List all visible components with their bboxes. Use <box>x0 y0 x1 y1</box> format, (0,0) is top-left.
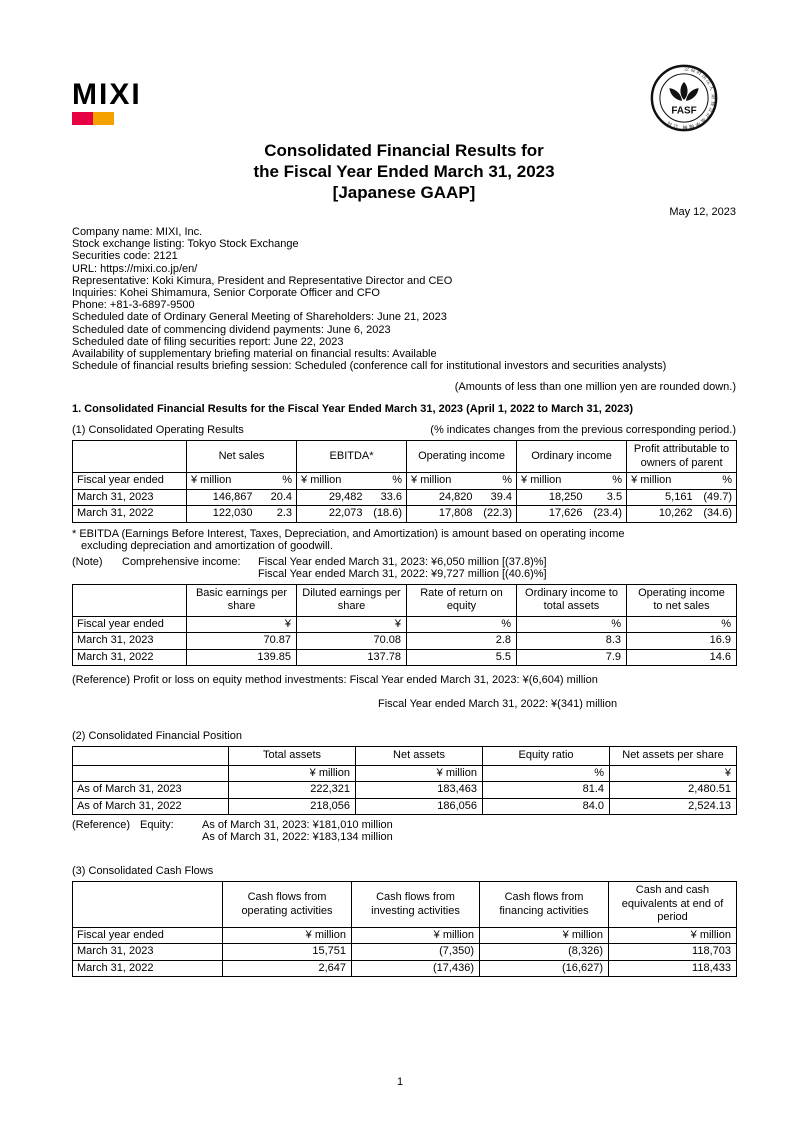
operating-results-note: (% indicates changes from the previous corresponding period.) <box>430 424 736 437</box>
company-info-line: URL: https://mixi.co.jp/en/ <box>72 262 198 275</box>
row-header: Fiscal year ended <box>73 473 187 490</box>
value-cell: 5.5 <box>407 649 517 666</box>
unit-label: ¥ million <box>609 927 737 944</box>
value-cell: (16,627) <box>480 960 609 977</box>
value-cell: 2.8 <box>407 633 517 650</box>
value-cell: 2,480.51 <box>610 782 737 799</box>
value-cell: 70.87 <box>187 633 297 650</box>
seal-fasf-label: FASF <box>671 105 697 117</box>
row-label: March 31, 2022 <box>73 506 187 523</box>
value-cell: 22,073 <box>297 506 365 523</box>
table-row <box>73 489 737 506</box>
row-label: March 31, 2023 <box>73 489 187 506</box>
equity-method-reference <box>72 674 736 710</box>
unit-label: % <box>255 473 297 490</box>
rounding-note: (Amounts of less than one million yen are rounded down.) <box>454 381 736 394</box>
company-info <box>72 226 736 372</box>
value-cell: 8.3 <box>517 633 627 650</box>
title-line-1: Consolidated Financial Results for <box>264 141 544 160</box>
table-header-row <box>73 747 737 766</box>
value-cell: 81.4 <box>483 782 610 799</box>
note-label: (Note) <box>72 555 103 568</box>
operating-results-table <box>72 440 737 523</box>
percent-cell: (23.4) <box>585 506 627 523</box>
value-cell: 17,626 <box>517 506 585 523</box>
value-cell: 29,482 <box>297 489 365 506</box>
table-unit-row <box>73 927 737 944</box>
percent-cell: (34.6) <box>695 506 737 523</box>
ebitda-footnote-line-1: * EBITDA (Earnings Before Interest, Taxes, Depreciation, and Amortization) is amount based on operating income <box>72 527 625 540</box>
table-row <box>73 960 737 977</box>
unit-label: ¥ million <box>297 473 365 490</box>
subsection-1-label: (1) Consolidated Operating Results <box>72 424 244 437</box>
empty-cell <box>73 765 229 782</box>
unit-label: ¥ million <box>223 927 352 944</box>
value-cell: 14.6 <box>627 649 737 666</box>
column-header: Net sales <box>187 441 297 473</box>
value-cell: 222,321 <box>229 782 356 799</box>
column-header: Basic earnings per share <box>187 584 297 616</box>
value-cell: (7,350) <box>352 944 480 961</box>
column-header: Total assets <box>229 747 356 766</box>
fasf-seal-icon <box>650 64 718 132</box>
company-info-line: Securities code: 2121 <box>72 250 178 263</box>
value-cell: 15,751 <box>223 944 352 961</box>
unit-label: % <box>517 616 627 633</box>
value-cell: 70.08 <box>297 633 407 650</box>
section-1-heading: 1. Consolidated Financial Results for the Fiscal Year Ended March 31, 2023 (April 1, 2022 to March 31, 2023) <box>72 403 634 416</box>
unit-label: ¥ <box>187 616 297 633</box>
seal-leaf-glyph <box>669 82 698 101</box>
empty-corner-cell <box>73 747 229 766</box>
value-cell: 186,056 <box>356 798 483 815</box>
table-header-row <box>73 882 737 928</box>
financial-position-table <box>72 746 737 815</box>
title-line-3: [Japanese GAAP] <box>332 183 476 202</box>
equity-reference <box>72 819 736 843</box>
table-row <box>73 506 737 523</box>
company-info-line: Representative: Koki Kimura, President and Representative Director and CEO <box>72 274 453 287</box>
value-cell: 16.9 <box>627 633 737 650</box>
note-title: Comprehensive income: <box>122 555 241 568</box>
table-row <box>73 649 737 666</box>
row-label: March 31, 2023 <box>73 944 223 961</box>
column-header: Ordinary income <box>517 441 627 473</box>
unit-label: % <box>475 473 517 490</box>
table-row <box>73 798 737 815</box>
table-unit-row <box>73 765 737 782</box>
row-label: March 31, 2022 <box>73 960 223 977</box>
column-header: Cash and cash equivalents at end of period <box>609 882 737 928</box>
seal-ring-text: 公益財団法人 財務会計基準機構 会員 <box>665 65 716 130</box>
page-number: 1 <box>396 1076 404 1088</box>
equity-method-line-1: (Reference) Profit or loss on equity method investments: Fiscal Year ended March 31, 2023: ¥(6,604) million <box>72 674 598 687</box>
column-header: Cash flows from investing activities <box>352 882 480 928</box>
unit-label: ¥ million <box>407 473 475 490</box>
subsection-3-label: (3) Consolidated Cash Flows <box>72 865 214 878</box>
mixi-wordmark: MIXI <box>72 78 142 111</box>
subsection-2-label: (2) Consolidated Financial Position <box>72 730 242 743</box>
percent-cell: (49.7) <box>695 489 737 506</box>
company-info-line: Phone: +81-3-6897-9500 <box>72 299 195 312</box>
percent-cell: (18.6) <box>365 506 407 523</box>
column-header: Cash flows from operating activities <box>223 882 352 928</box>
unit-label: % <box>365 473 407 490</box>
value-cell: 10,262 <box>627 506 695 523</box>
logo-pink-square <box>72 112 93 125</box>
column-header: Operating income to net sales <box>627 584 737 616</box>
unit-label: % <box>585 473 627 490</box>
row-header: Fiscal year ended <box>73 616 187 633</box>
table-row <box>73 944 737 961</box>
value-cell: 18,250 <box>517 489 585 506</box>
percent-cell: 20.4 <box>255 489 297 506</box>
equity-reference-line-2: As of March 31, 2022: ¥183,134 million <box>202 831 393 844</box>
value-cell: 5,161 <box>627 489 695 506</box>
comprehensive-income-line-1 <box>72 556 736 568</box>
value-cell: (8,326) <box>480 944 609 961</box>
company-info-line: Company name: MIXI, Inc. <box>72 226 203 238</box>
release-date: May 12, 2023 <box>669 206 736 218</box>
note-value: Fiscal Year ended March 31, 2023: ¥6,050 million [(37.8)%] <box>258 555 547 568</box>
comprehensive-income-note <box>72 556 736 580</box>
empty-corner-cell <box>73 441 187 473</box>
company-info-line: Stock exchange listing: Tokyo Stock Exchange <box>72 238 299 251</box>
value-cell: 146,867 <box>187 489 255 506</box>
unit-label: ¥ million <box>229 765 356 782</box>
document-title <box>72 140 736 203</box>
column-header: Equity ratio <box>483 747 610 766</box>
fasf-seal-svg <box>650 64 718 132</box>
value-cell: 137.78 <box>297 649 407 666</box>
column-header: Diluted earnings per share <box>297 584 407 616</box>
table-row <box>73 782 737 799</box>
column-header: EBITDA* <box>297 441 407 473</box>
percent-cell: 33.6 <box>365 489 407 506</box>
document-header <box>72 64 736 136</box>
row-label: March 31, 2022 <box>73 649 187 666</box>
comprehensive-income-line-2: Fiscal Year ended March 31, 2022: ¥9,727 million [(40.6)%] <box>258 567 547 580</box>
value-cell: 17,808 <box>407 506 475 523</box>
value-cell: 2,524.13 <box>610 798 737 815</box>
unit-label: ¥ million <box>356 765 483 782</box>
unit-label: ¥ million <box>352 927 480 944</box>
mixi-logo-marks <box>72 112 142 125</box>
equity-method-line-2: Fiscal Year ended March 31, 2022: ¥(341) million <box>378 698 618 711</box>
percent-cell: 3.5 <box>585 489 627 506</box>
unit-label: ¥ million <box>517 473 585 490</box>
value-cell: 7.9 <box>517 649 627 666</box>
row-header: Fiscal year ended <box>73 927 223 944</box>
column-header: Ordinary income to total assets <box>517 584 627 616</box>
company-info-line: Inquiries: Kohei Shimamura, Senior Corporate Officer and CFO <box>72 287 380 300</box>
table-header-row <box>73 441 737 473</box>
subsection-1-row <box>72 424 736 436</box>
value-cell: 122,030 <box>187 506 255 523</box>
value-cell: 139.85 <box>187 649 297 666</box>
value-cell: 218,056 <box>229 798 356 815</box>
note-title: Equity: <box>140 819 174 832</box>
unit-label: ¥ <box>610 765 737 782</box>
company-info-line: Scheduled date of filing securities report: June 22, 2023 <box>72 335 344 348</box>
empty-corner-cell <box>73 882 223 928</box>
column-header: Profit attributable to owners of parent <box>627 441 737 473</box>
value-cell: 84.0 <box>483 798 610 815</box>
unit-label: ¥ <box>297 616 407 633</box>
column-header: Net assets per share <box>610 747 737 766</box>
percent-cell: 2.3 <box>255 506 297 523</box>
table-unit-row <box>73 473 737 490</box>
unit-label: % <box>483 765 610 782</box>
cash-flows-table <box>72 881 737 977</box>
value-cell: (17,436) <box>352 960 480 977</box>
column-header: Rate of return on equity <box>407 584 517 616</box>
table-row <box>73 633 737 650</box>
column-header: Net assets <box>356 747 483 766</box>
column-header: Operating income <box>407 441 517 473</box>
unit-label: ¥ million <box>187 473 255 490</box>
column-header: Cash flows from financing activities <box>480 882 609 928</box>
empty-corner-cell <box>73 584 187 616</box>
value-cell: 183,463 <box>356 782 483 799</box>
unit-label: % <box>407 616 517 633</box>
row-label: As of March 31, 2023 <box>73 782 229 799</box>
row-label: As of March 31, 2022 <box>73 798 229 815</box>
per-share-table <box>72 584 737 667</box>
table-unit-row <box>73 616 737 633</box>
note-label: (Reference) <box>72 819 131 832</box>
ebitda-footnote-line-2: excluding depreciation and amortization of goodwill. <box>81 539 333 552</box>
logo-orange-square <box>93 112 114 125</box>
percent-cell: (22.3) <box>475 506 517 523</box>
company-info-line: Scheduled date of commencing dividend payments: June 6, 2023 <box>72 323 391 336</box>
value-cell: 118,703 <box>609 944 737 961</box>
company-info-line: Scheduled date of Ordinary General Meeting of Shareholders: June 21, 2023 <box>72 311 447 324</box>
row-label: March 31, 2023 <box>73 633 187 650</box>
unit-label: ¥ million <box>480 927 609 944</box>
unit-label: % <box>695 473 737 490</box>
mixi-logo <box>72 78 142 125</box>
percent-cell: 39.4 <box>475 489 517 506</box>
unit-label: ¥ million <box>627 473 695 490</box>
company-info-line: Availability of supplementary briefing material on financial results: Available <box>72 348 437 361</box>
note-value: As of March 31, 2023: ¥181,010 million <box>202 819 393 832</box>
equity-reference-line-1 <box>72 819 736 831</box>
title-line-2: the Fiscal Year Ended March 31, 2023 <box>253 162 555 181</box>
table-header-row <box>73 584 737 616</box>
value-cell: 118,433 <box>609 960 737 977</box>
unit-label: % <box>627 616 737 633</box>
value-cell: 24,820 <box>407 489 475 506</box>
ebitda-footnote <box>72 528 736 552</box>
company-info-line: Schedule of financial results briefing session: Scheduled (conference call for institutional investors and securities analysts) <box>72 360 667 373</box>
value-cell: 2,647 <box>223 960 352 977</box>
